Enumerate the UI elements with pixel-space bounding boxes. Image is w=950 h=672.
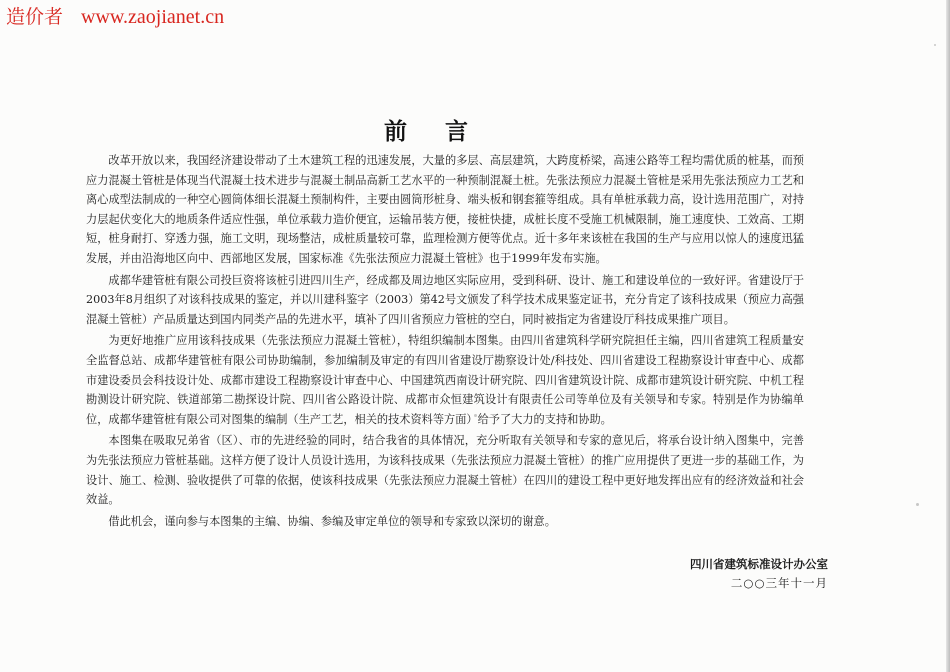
signature-date: 二○○三年十一月: [730, 576, 828, 590]
page-title: 前言: [384, 119, 506, 145]
watermark-site-name: 造价者: [6, 6, 64, 28]
signature-organization: 四川省建筑标准设计办公室: [690, 557, 828, 571]
paragraph: 成都华建管桩有限公司投巨资将该桩引进四川生产，经成都及周边地区实际应用，受到科研、设计、施工和建设单位的一致好评。省建设厅于2003年8月组织了对该科技成果的鉴定，并以川建科鉴字（2003）第42号文颁发了科学技术成果鉴定证书，充分肯定了该科技成果（预应力高强混凝土管桩）产品质量达到国内同类产品的先进水平，填补了四川省预应力管桩的空白，同时被指定为省建设厅科技成果推广项目。: [86, 273, 804, 326]
scan-speck: [934, 44, 936, 46]
scan-edge-shadow: [946, 0, 950, 672]
watermark-url[interactable]: www.zaojianet.cn: [81, 6, 225, 28]
paragraph: 改革开放以来，我国经济建设带动了土木建筑工程的迅速发展，大量的多层、高层建筑，大跨度桥梁，高速公路等工程均需优质的桩基，而预应力混凝土管桩是体现当代混凝土技术进步与混凝土制品高新工艺水平的一种预制混凝土桩。先张法预应力混凝土管桩是采用先张法预应力工艺和离心成型法制成的一种空心圆筒体细长混凝土预制构件，主要由圆筒形桩身、端头板和钢套箍等组成。具有单桩承载力高，设计选用范围广，对持力层起伏变化大的地质条件适应性强，单位承载力造价便宜，运输吊装方便，接桩快捷，成桩长度不受施工机械限制，施工速度快、工效高、工期短，桩身耐打、穿透力强，施工文明，现场整洁，成桩质量较可靠，监理检测方便等优点。近十多年来该桩在我国的生产与应用以惊人的速度迅猛发展，并由沿海地区向中、西部地区发展，国家标准《先张法预应力混凝土管桩》也于1999年发布实施。: [86, 154, 804, 265]
paragraph: 为更好地推广应用该科技成果（先张法预应力混凝土管桩），特组织编制本图集。由四川省建筑科学研究院担任主编，四川省建筑工程质量安全监督总站、成都华建管桩有限公司协助编制，参加编制及审定的有四川省建设厅勘察设计处/科技处、四川省建设工程勘察设计审查中心、成都市建设委员会科技设计处、成都市建设工程勘察设计审查中心、中国建筑西南设计研究院、四川省建筑设计院、成都市建筑设计研究院、中机工程勘测设计研究院、铁道部第二勘探设计院、四川省公路设计院、成都市众恒建筑设计有限责任公司等单位及有关领导和专家。特别是作为协编单位，成都华建管桩有限公司对图集的编制（生产工艺，相关的技术资料等方面）给予了大力的支持和协助。: [86, 334, 804, 426]
paragraph: 借此机会，谨向参与本图集的主编、协编、参编及审定单位的领导和专家致以深切的谢意。: [108, 514, 556, 528]
preface-body: [86, 151, 804, 533]
watermark: [6, 2, 224, 29]
paragraph: 本图集在吸取兄弟省（区）、市的先进经验的同时，结合我省的具体情况，充分听取有关领导和专家的意见后，将承台设计纳入图集中，完善为先张法预应力管桩基础。这样方便了设计人员设计选用，为该科技成果（先张法预应力混凝土管桩）的推广应用提供了更进一步的基础工作，为设计、施工、检测、验收提供了可靠的依据，使该科技成果（先张法预应力混凝土管桩）在四川的建设工程中更好地发挥出应有的经济效益和社会效益。: [86, 434, 804, 507]
scan-speck: [916, 503, 919, 506]
